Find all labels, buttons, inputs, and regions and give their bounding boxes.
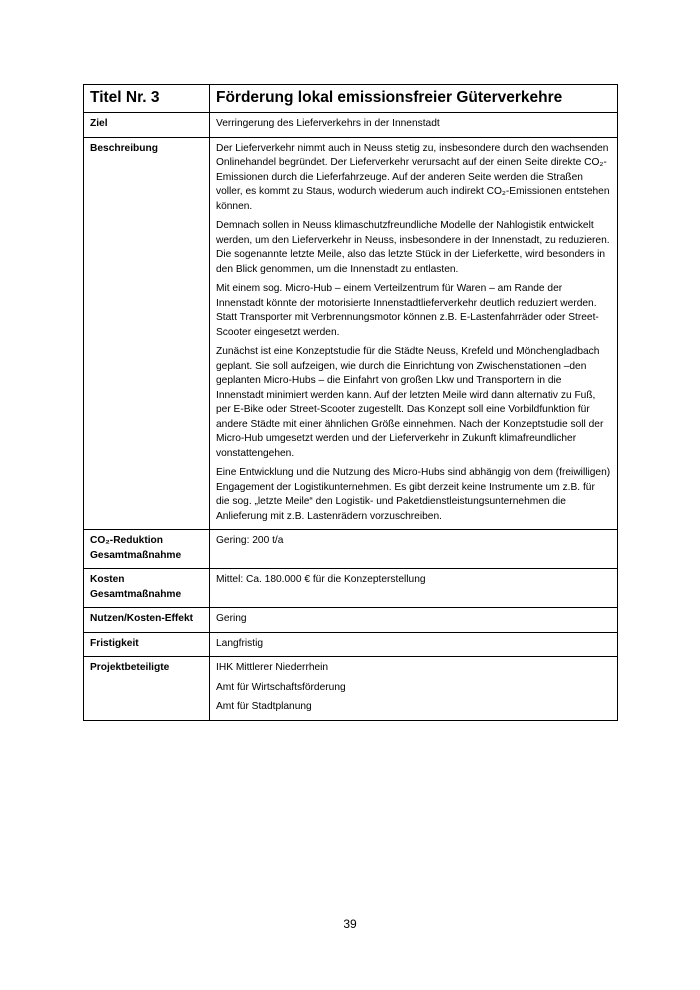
- kosten-row: [84, 569, 618, 608]
- measure-title: Förderung lokal emissionsfreier Güterverkehre: [210, 85, 618, 113]
- beschreibung-text: [210, 137, 618, 530]
- projekt-values: [210, 657, 618, 721]
- beschreibung-paragraph: Der Lieferverkehr nimmt auch in Neuss stetig zu, insbesondere durch den wachsenden Onlinehandel begründet. Der Lieferverkehr verursacht auf der einen Seite direkte CO₂-Emissionen durch die Lieferfahrzeuge. Auf der anderen Seite werden die Straßen voller, es kommt zu Staus, wodurch wiederum auch indirekt CO₂-Emissionen entstehen können.: [216, 142, 610, 212]
- beschreibung-label: Beschreibung: [84, 137, 210, 530]
- projekt-label: Projektbeteiligte: [84, 657, 210, 721]
- fristigkeit-value: Langfristig: [210, 632, 618, 657]
- page-number: 39: [343, 917, 357, 931]
- kosten-label: Kosten Gesamtmaßnahme: [84, 569, 210, 608]
- beschreibung-paragraph: Zunächst ist eine Konzeptstudie für die Städte Neuss, Krefeld und Mönchengladbach geplant. Sie soll aufzeigen, wie durch die Einrichtung von Zwischenstationen –den geplanten Micro-Hubs – die Einfahrt von großen Lkw und Transportern in die Innenstadt minimiert werden kann. Auf der letzten Meile wird dann alternativ zu Fuß, per E-Bike oder Street-Scooter zugestellt. Das Konzept soll eine Vorbildfunktion für andere Städte mit einer ähnlichen Größe einnehmen. Nach der Konzeptstudie soll der Micro-Hub umgesetzt werden und der Lieferverkehr in Zukunft klimafreundlicher vonstattengehen.: [216, 346, 604, 459]
- projekt-item: Amt für Stadtplanung: [216, 701, 312, 712]
- header-row: [84, 85, 618, 113]
- beschreibung-row: [84, 137, 618, 530]
- ziel-value: Verringerung des Lieferverkehrs in der Innenstadt: [210, 113, 618, 138]
- projekt-row: [84, 657, 618, 721]
- projekt-item: Amt für Wirtschaftsförderung: [216, 681, 346, 693]
- kosten-value: Mittel: Ca. 180.000 € für die Konzepterstellung: [210, 569, 618, 608]
- beschreibung-paragraph: Demnach sollen in Neuss klimaschutzfreundliche Modelle der Nahlogistik entwickelt werden, um den Lieferverkehr in Neuss, insbesondere in der Innenstadt, zu reduzieren. Die sogenannte letzte Meile, also das letzte Stück in der Lieferkette, wird besonders in den Blick genommen, um die Innenstadt zu entlasten.: [216, 220, 610, 275]
- nutzen-label: Nutzen/Kosten-Effekt: [84, 608, 210, 633]
- co2-value: Gering: 200 t/a: [210, 530, 618, 569]
- beschreibung-paragraph: Eine Entwicklung und die Nutzung des Micro-Hubs sind abhängig von dem (freiwilligen) Engagement der Logistikunternehmen. Es gibt derzeit keine Instrumente um z.B. für die sog. „letzte Meile“ den Logistik- und Paketdienstleistungsunternehmen die Anlieferung mit z.B. Lastenrädern vorzuschreiben.: [216, 467, 611, 522]
- nutzen-value: Gering: [210, 608, 618, 633]
- fristigkeit-row: [84, 632, 618, 657]
- ziel-row: [84, 113, 618, 138]
- nutzen-row: [84, 608, 618, 633]
- co2-row: [84, 530, 618, 569]
- beschreibung-paragraph: Mit einem sog. Micro-Hub – einem Verteilzentrum für Waren – am Rande der Innenstadt könnte der motorisierte Innenstadtlieferverkehr deutlich reduziert werden. Statt Transporter mit Verbrennungsmotor können z.B. E-Lastenfahrräder oder Street-Scooter eingesetzt werden.: [216, 283, 599, 338]
- co2-label: CO₂-Reduktion Gesamtmaßnahme: [84, 530, 210, 569]
- ziel-label: Ziel: [84, 113, 210, 138]
- measure-table: [83, 84, 618, 721]
- projekt-item: IHK Mittlerer Niederrhein: [216, 662, 329, 673]
- title-number: Titel Nr. 3: [84, 85, 210, 113]
- fristigkeit-label: Fristigkeit: [84, 632, 210, 657]
